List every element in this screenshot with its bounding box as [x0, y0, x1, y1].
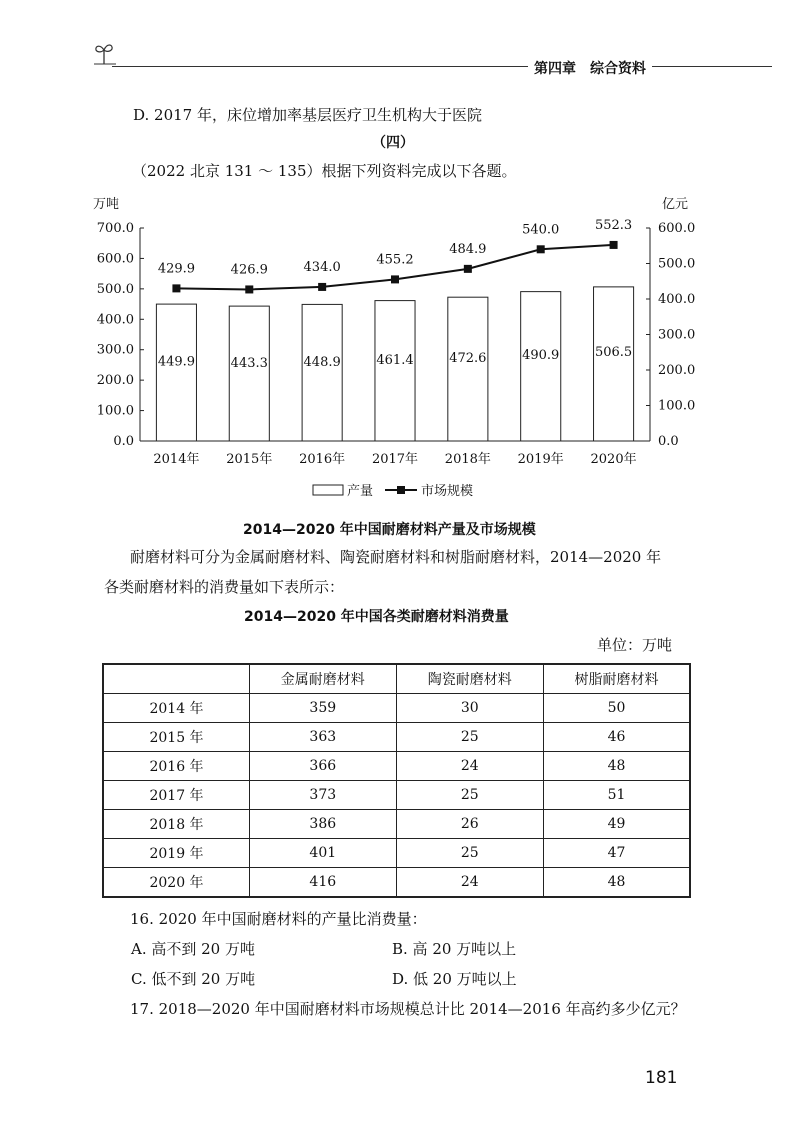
market-size-label: 552.3 [594, 217, 633, 233]
metal-cell: 373 [250, 781, 397, 810]
ceramic-cell: 30 [396, 694, 543, 723]
table-header-row [103, 664, 690, 694]
x-tick-label: 2014年 [153, 452, 200, 467]
market-size-label: 540.0 [522, 222, 560, 238]
year-cell: 2018 年 [103, 810, 250, 839]
year-cell: 2017 年 [103, 781, 250, 810]
header-cell: 树脂耐磨材料 [544, 664, 691, 694]
market-size-point [172, 284, 180, 292]
right-axis-unit: 亿元 [662, 197, 689, 212]
header-rule [112, 66, 772, 67]
x-tick-label: 2018年 [444, 452, 491, 467]
metal-cell: 401 [250, 839, 397, 868]
production-bar [302, 304, 342, 441]
resin-cell: 51 [544, 781, 691, 810]
intro-text: （2022 北京 131 ～ 135）根据下列资料完成以下各题。 [132, 162, 517, 180]
market-size-point [537, 245, 545, 253]
x-tick-label: 2016年 [299, 452, 346, 467]
right-tick-label: 600.0 [658, 221, 696, 236]
left-tick-label: 300.0 [96, 342, 134, 358]
x-tick-label: 2019年 [517, 452, 564, 467]
production-bar-label: 506.5 [594, 345, 633, 361]
resin-cell: 47 [544, 839, 691, 868]
right-tick-label: 500.0 [658, 256, 696, 272]
legend-production-label: 产量 [347, 484, 374, 499]
x-tick-label: 2015年 [226, 452, 273, 467]
metal-cell: 366 [250, 752, 397, 781]
resin-cell: 46 [544, 723, 691, 752]
year-cell: 2016 年 [103, 752, 250, 781]
paragraph-line-1: 耐磨材料可分为金属耐磨材料、陶瓷耐磨材料和树脂耐磨材料，2014—2020 年 [130, 548, 662, 566]
ceramic-cell: 25 [396, 839, 543, 868]
header-cell: 金属耐磨材料 [250, 664, 397, 694]
left-tick-label: 0.0 [113, 434, 134, 449]
legend-production-swatch [313, 485, 343, 495]
resin-cell: 49 [544, 810, 691, 839]
q16-option-d[interactable]: D. 低 20 万吨以上 [392, 970, 517, 988]
year-cell: 2019 年 [103, 839, 250, 868]
previous-option-d: D. 2017 年，床位增加率基层医疗卫生机构大于医院 [133, 106, 482, 124]
left-tick-label: 600.0 [96, 251, 134, 267]
table-row [103, 868, 690, 898]
market-size-label: 429.9 [157, 261, 196, 277]
left-tick-label: 200.0 [96, 373, 134, 389]
section-label: （四） [372, 135, 414, 151]
right-tick-label: 0.0 [658, 434, 679, 449]
q16-option-c[interactable]: C. 低不到 20 万吨 [131, 970, 256, 988]
left-tick-label: 400.0 [96, 312, 134, 328]
right-tick-label: 300.0 [658, 327, 696, 343]
resin-cell: 48 [544, 752, 691, 781]
metal-cell: 416 [250, 868, 397, 898]
right-tick-label: 400.0 [658, 292, 696, 307]
legend-market-label: 市场规模 [421, 484, 474, 499]
right-tick-label: 100.0 [658, 398, 696, 414]
table-unit: 单位：万吨 [597, 636, 673, 654]
table-row [103, 752, 690, 781]
ceramic-cell: 25 [396, 723, 543, 752]
production-bar [448, 297, 488, 441]
production-bar [156, 304, 196, 441]
production-bar-label: 490.9 [522, 347, 560, 363]
market-size-label: 426.9 [230, 262, 268, 278]
left-tick-label: 700.0 [96, 221, 134, 236]
production-bar-label: 449.9 [157, 354, 196, 370]
market-size-point [245, 285, 253, 293]
chart-title: 2014—2020 年中国耐磨材料产量及市场规模 [243, 522, 536, 538]
production-bar [521, 292, 561, 441]
resin-cell: 48 [544, 868, 691, 898]
resin-cell: 50 [544, 694, 691, 723]
q16-option-a[interactable]: A. 高不到 20 万吨 [131, 940, 255, 958]
production-bar-label: 443.3 [230, 355, 268, 371]
table-row [103, 839, 690, 868]
year-cell: 2020 年 [103, 868, 250, 898]
left-axis-unit: 万吨 [93, 197, 120, 212]
production-bar-label: 472.6 [449, 350, 487, 366]
metal-cell: 363 [250, 723, 397, 752]
paragraph-line-2: 各类耐磨材料的消费量如下表所示： [104, 578, 345, 596]
production-bar [594, 287, 634, 441]
market-size-point [464, 265, 472, 273]
market-size-label: 455.2 [376, 252, 414, 268]
left-tick-label: 500.0 [96, 281, 134, 297]
question-17-stem: 17. 2018—2020 年中国耐磨材料市场规模总计比 2014—2016 年高约多少亿元？ [130, 1000, 686, 1018]
x-tick-label: 2020年 [590, 452, 637, 467]
market-size-label: 484.9 [449, 241, 487, 257]
production-bar-label: 448.9 [303, 354, 341, 370]
market-size-point [610, 241, 618, 249]
table-row [103, 781, 690, 810]
page-number: 181 [645, 1068, 678, 1088]
table-row [103, 694, 690, 723]
x-tick-label: 2017年 [371, 452, 419, 467]
table-title: 2014—2020 年中国各类耐磨材料消费量 [244, 609, 509, 625]
right-tick-label: 200.0 [658, 363, 696, 378]
production-market-chart [85, 190, 705, 510]
consumption-table [102, 663, 691, 898]
left-tick-label: 100.0 [96, 403, 134, 419]
header-cell: 陶瓷耐磨材料 [396, 664, 543, 694]
metal-cell: 386 [250, 810, 397, 839]
production-bar [229, 306, 269, 441]
year-cell: 2015 年 [103, 723, 250, 752]
metal-cell: 359 [250, 694, 397, 723]
ceramic-cell: 24 [396, 868, 543, 898]
table-row [103, 723, 690, 752]
production-bar-label: 461.4 [376, 352, 414, 368]
ceramic-cell: 26 [396, 810, 543, 839]
ceramic-cell: 24 [396, 752, 543, 781]
production-bar [375, 301, 415, 441]
q16-option-b[interactable]: B. 高 20 万吨以上 [392, 940, 517, 958]
market-size-point [391, 275, 399, 283]
question-16-stem: 16. 2020 年中国耐磨材料的产量比消费量： [130, 910, 427, 928]
table-row [103, 810, 690, 839]
chapter-header: 第四章 综合资料 [528, 58, 652, 78]
market-size-label: 434.0 [303, 259, 341, 275]
ceramic-cell: 25 [396, 781, 543, 810]
year-cell: 2014 年 [103, 694, 250, 723]
header-cell [103, 664, 250, 694]
market-size-point [318, 283, 326, 291]
legend-market-marker [397, 486, 405, 494]
